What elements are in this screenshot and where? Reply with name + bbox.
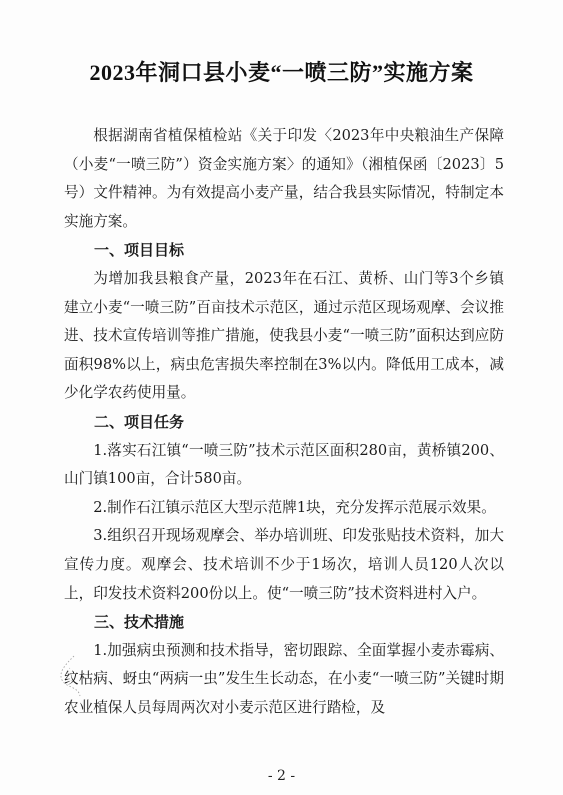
document-title: 2023年洞口县小麦“一喷三防”实施方案 (89, 60, 474, 85)
section-project-tasks (64, 408, 504, 608)
document-body (64, 122, 504, 722)
intro-paragraph: 根据湖南省植保植检站《关于印发〈2023年中央粮油生产保障（小麦“一喷三防”）资金实施方案〉的通知》（湘植保函〔2023〕5号）文件精神。为有效提高小麦产量，结合我县实际情况，特制定本实施方案。 (64, 127, 504, 230)
page-number: - 2 - (267, 768, 296, 784)
section-heading: 一、项目目标 (94, 241, 185, 260)
section-heading: 二、项目任务 (94, 412, 185, 431)
body-paragraph: 为增加我县粮食产量，2023年在石江、黄桥、山门等3个乡镇建立小麦“一喷三防”百亩技术示范区，通过示范区现场观摩、会议推进、技术宣传培训等推广措施，使我县小麦“一喷三防”面积达到应防面积98%以上，病虫危害损失率控制在3%以内。降低用工成本，减少化学农药使用量。 (64, 269, 504, 402)
body-paragraph: 3.组织召开现场观摩会、举办培训班、印发张贴技术资料，加大宣传力度。观摩会、技术培训不少于1场次，培训人员120人次以上，印发技术资料200份以上。使“一喷三防”技术资料进村入户。 (64, 527, 504, 602)
section-project-goals (64, 236, 504, 408)
section-heading: 三、技术措施 (94, 613, 185, 632)
section-technical-measures (64, 608, 504, 722)
body-paragraph: 2.制作石江镇示范区大型示范牌1块，充分发挥示范展示效果。 (93, 498, 496, 516)
body-paragraph: 1.加强病虫预测和技术指导，密切跟踪、全面掌握小麦赤霉病、纹枯病、蚜虫“两病一虫”发生生长动态，在小麦“一喷三防”关键时期农业植保人员每周两次对小麦示范区进行踏检，及 (64, 641, 504, 716)
body-paragraph: 1.落实石江镇“一喷三防”技术示范区面积280亩，黄桥镇200、山门镇100亩，合计580亩。 (64, 441, 504, 488)
